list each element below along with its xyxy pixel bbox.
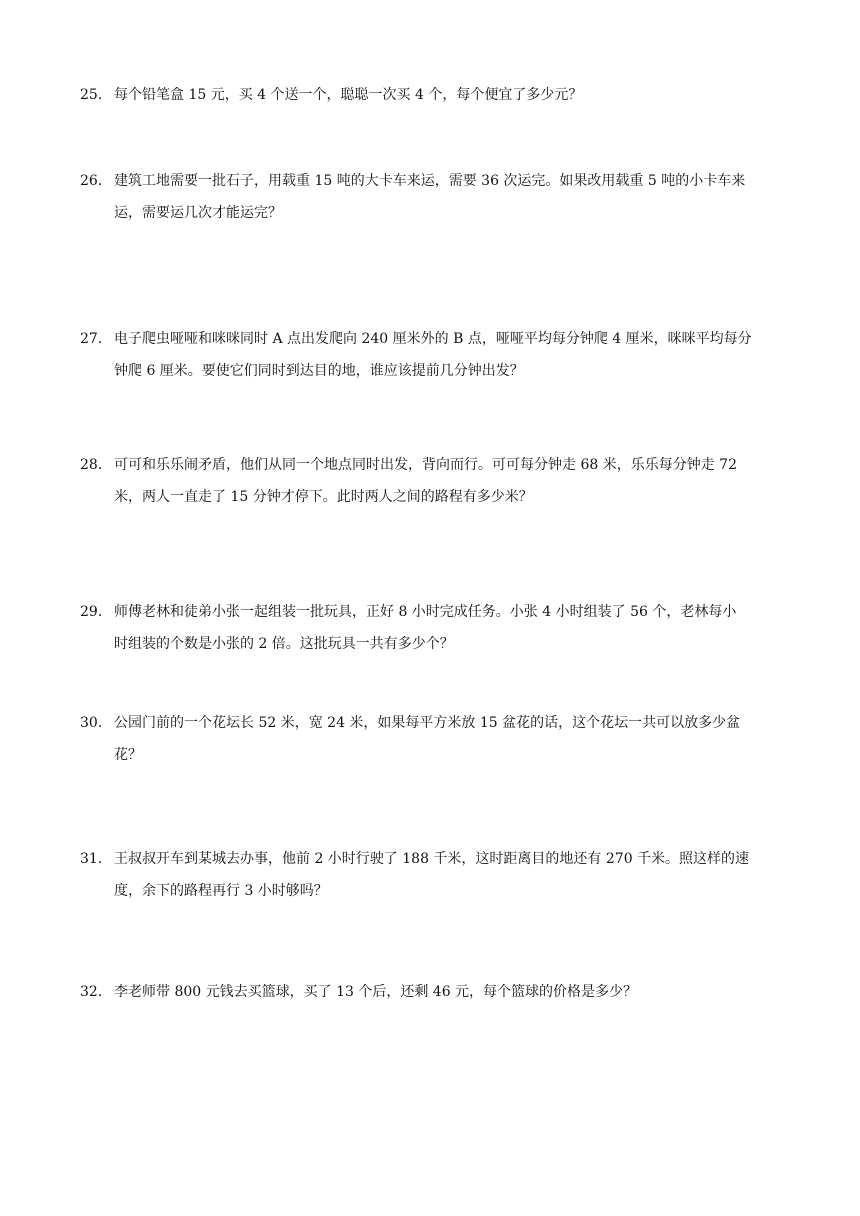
question-number: 28． — [80, 457, 112, 473]
question-text-continued: 运，需要运几次才能运完？ — [114, 205, 282, 221]
question-number: 26． — [80, 173, 112, 189]
question-line — [80, 707, 785, 739]
question-text: 王叔叔开车到某城去办事，他前 2 小时行驶了 188 千米，这时距离目的地还有 270 千米。照这样的速 — [114, 851, 750, 867]
question-text: 公园门前的一个花坛长 52 米，宽 24 米，如果每平方米放 15 盆花的话，这个花坛一共可以放多少盆 — [114, 715, 741, 731]
question-29 — [80, 596, 785, 660]
question-number: 27． — [80, 331, 112, 347]
question-line — [80, 165, 785, 197]
question-text-continued: 度，余下的路程再行 3 小时够吗？ — [114, 883, 328, 899]
question-text-continued: 米，两人一直走了 15 分钟才停下。此时两人之间的路程有多少米？ — [114, 489, 533, 505]
question-text: 每个铅笔盒 15 元，买 4 个送一个，聪聪一次买 4 个，每个便宜了多少元？ — [114, 87, 583, 103]
question-text-continued: 钟爬 6 厘米。要使它们同时到达目的地，谁应该提前几分钟出发？ — [114, 363, 524, 379]
question-line — [80, 323, 785, 355]
question-text: 李老师带 800 元钱去买篮球，买了 13 个后，还剩 46 元，每个篮球的价格是多少？ — [114, 984, 638, 1000]
question-text: 可可和乐乐闹矛盾，他们从同一个地点同时出发，背向而行。可可每分钟走 68 米，乐乐每分钟走 72 — [114, 457, 737, 473]
question-28 — [80, 449, 785, 513]
question-line — [80, 843, 785, 875]
question-text: 建筑工地需要一批石子，用载重 15 吨的大卡车来运，需要 36 次运完。如果改用载重 5 吨的小卡车来 — [114, 173, 746, 189]
question-text-continued: 花？ — [114, 747, 142, 763]
question-number: 29． — [80, 604, 112, 620]
question-26 — [80, 165, 785, 229]
question-text: 师傅老林和徒弟小张一起组装一批玩具，正好 8 小时完成任务。小张 4 小时组装了 56 个，老林每小 — [114, 604, 737, 620]
question-line — [80, 976, 785, 1008]
question-32 — [80, 976, 785, 1008]
question-text: 电子爬虫哑哑和咪咪同时 A 点出发爬向 240 厘米外的 B 点，哑哑平均每分钟爬 4 厘米，咪咪平均每分 — [114, 331, 752, 347]
question-line — [80, 449, 785, 481]
question-27 — [80, 323, 785, 387]
question-number: 32． — [80, 984, 112, 1000]
question-number: 30． — [80, 715, 112, 731]
question-number: 31． — [80, 851, 112, 867]
question-31 — [80, 843, 785, 907]
question-30 — [80, 707, 785, 771]
question-line — [80, 596, 785, 628]
question-line — [80, 79, 785, 111]
question-text-continued: 时组装的个数是小张的 2 倍。这批玩具一共有多少个？ — [114, 636, 454, 652]
question-number: 25． — [80, 87, 112, 103]
question-25 — [80, 79, 785, 111]
